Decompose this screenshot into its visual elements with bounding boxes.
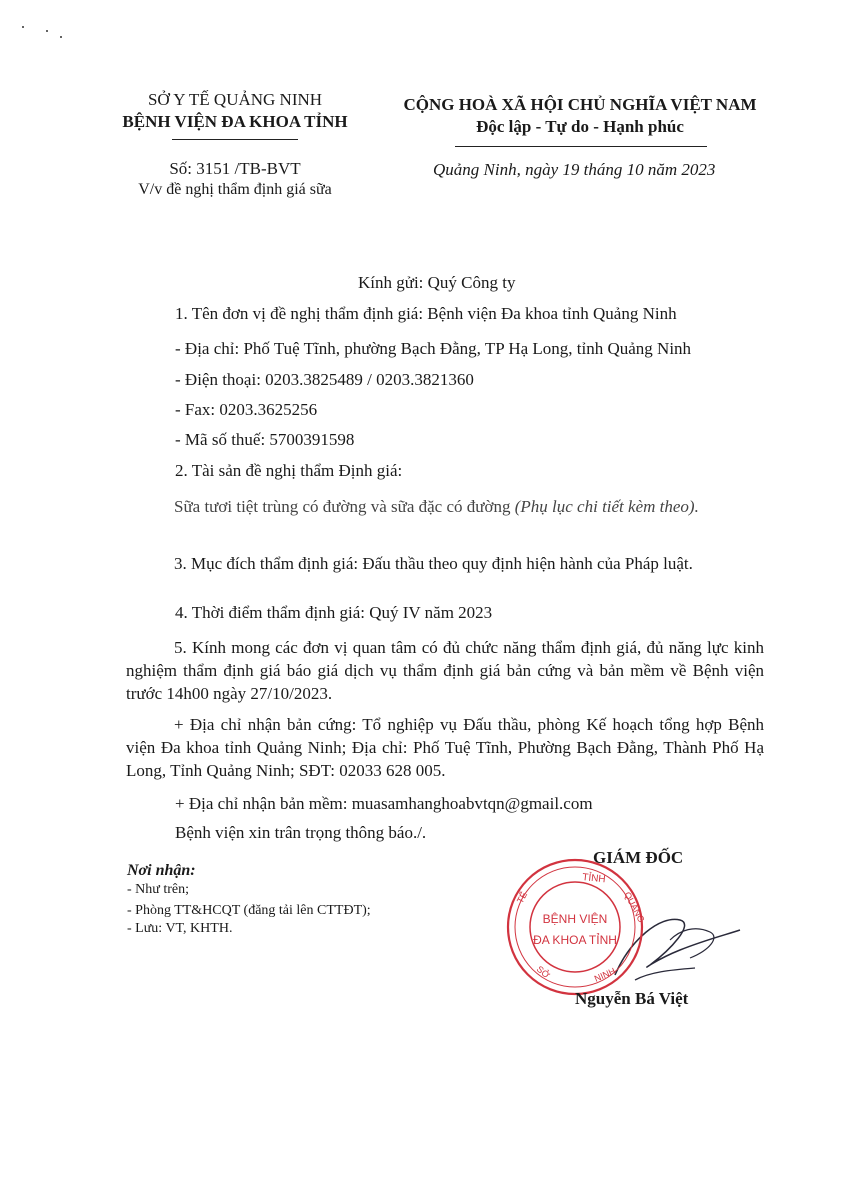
closing-line: Bệnh viện xin trân trọng thông báo./. xyxy=(175,823,427,842)
seal-bottom-text: NINH xyxy=(592,965,617,984)
seal-left-text: TẾ xyxy=(514,890,530,905)
motto-underline xyxy=(455,146,707,147)
seal-right-text: QUẢNG xyxy=(622,890,647,925)
fax-line: - Fax: 0203.3625256 xyxy=(175,400,318,419)
place-and-date: Quảng Ninh, ngày 19 tháng 10 năm 2023 xyxy=(433,160,716,179)
recipients-title: Nơi nhận: xyxy=(127,862,196,879)
national-motto: Độc lập - Tự do - Hạnh phúc xyxy=(476,117,684,136)
national-title: CỘNG HOÀ XÃ HỘI CHỦ NGHĨA VIỆT NAM xyxy=(403,95,757,114)
signer-name: Nguyễn Bá Việt xyxy=(575,989,689,1008)
item-5-request: 5. Kính mong các đơn vị quan tâm có đủ chức năng thẩm định giá, đủ năng lực kinh nghiệm thẩm định giá báo giá dịch vụ thẩm định giá bản cứng và bản mềm về Bệnh viện trước 14h00 ngày 27/10/2023. xyxy=(126,638,764,703)
softcopy-address: + Địa chỉ nhận bản mềm: muasamhanghoabvtqn@gmail.com xyxy=(175,794,593,813)
item-4-time: 4. Thời điểm thẩm định giá: Quý IV năm 2023 xyxy=(175,603,493,622)
seal-center-line-2: ĐA KHOA TỈNH xyxy=(533,933,617,947)
item-2-products: Sữa tươi tiệt trùng có đường và sữa đặc có đường xyxy=(174,497,511,516)
document-subject: V/v đề nghị thẩm định giá sữa xyxy=(138,181,332,198)
agency-parent: SỞ Y TẾ QUẢNG NINH xyxy=(147,90,323,109)
item-3-purpose: 3. Mục đích thẩm định giá: Đấu thầu theo quy định hiện hành của Pháp luật. xyxy=(174,554,693,573)
hospital-seal xyxy=(500,852,650,1002)
scan-speck xyxy=(46,30,48,32)
recipient-item: - Lưu: VT, KHTH. xyxy=(127,921,233,936)
phone-line: - Điện thoại: 0203.3825489 / 0203.3821360 xyxy=(175,370,474,389)
seal-bottom-left-text: SỞ xyxy=(534,963,552,981)
item-2-appendix-note: (Phụ lục chi tiết kèm theo). xyxy=(514,497,699,516)
hardcopy-address: + Địa chỉ nhận bản cứng: Tổ nghiệp vụ Đấu thầu, phòng Kế hoạch tổng hợp Bệnh viện Đa khoa tỉnh Quảng Ninh; Địa chỉ: Phố Tuệ Tĩnh, Phường Bạch Đằng, Thành Phố Hạ Long, Tỉnh Quảng Ninh; SĐT: 02033 628 005. xyxy=(126,715,764,780)
tax-code-line: - Mã số thuế: 5700391598 xyxy=(175,430,355,449)
recipient-item: - Phòng TT&HCQT (đăng tải lên CTTĐT); xyxy=(127,903,371,918)
item-2-detail xyxy=(126,495,764,518)
seal-center-line-1: BỆNH VIỆN xyxy=(542,912,608,926)
agency-name: BỆNH VIỆN ĐA KHOA TỈNH xyxy=(122,112,348,131)
signer-title: GIÁM ĐỐC xyxy=(593,848,684,867)
scan-speck xyxy=(22,26,24,28)
seal-top-text: TỈNH xyxy=(581,872,607,886)
scan-speck xyxy=(60,36,62,38)
item-1-requesting-unit: 1. Tên đơn vị đề nghị thẩm định giá: Bệnh viện Đa khoa tỉnh Quảng Ninh xyxy=(175,304,677,323)
recipient-item: - Như trên; xyxy=(127,882,190,897)
agency-underline xyxy=(172,139,298,140)
item-2-asset: 2. Tài sản đề nghị thẩm Định giá: xyxy=(175,461,403,480)
document-number: Số: 3151 /TB-BVT xyxy=(169,159,301,178)
greeting: Kính gửi: Quý Công ty xyxy=(358,273,516,292)
address-line: - Địa chỉ: Phố Tuệ Tĩnh, phường Bạch Đằng, TP Hạ Long, tỉnh Quảng Ninh xyxy=(175,339,692,358)
